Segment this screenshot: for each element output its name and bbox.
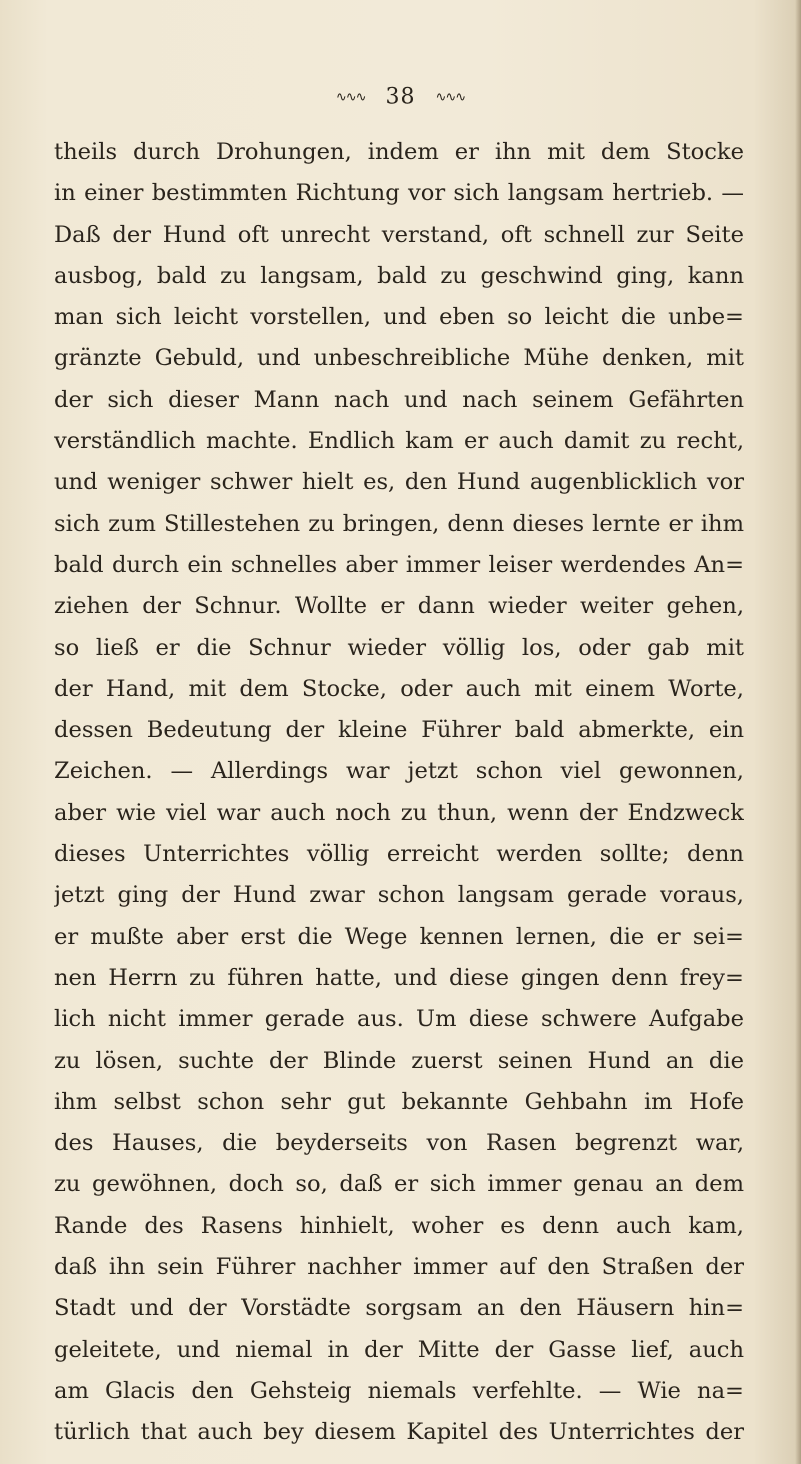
text-line: Rande des Rasens hinhielt, woher es denn auch kam, — [54, 1212, 744, 1239]
text-line: verständlich machte. Endlich kam er auch damit zu recht, — [54, 428, 744, 455]
text-line: so ließ er die Schnur wieder völlig los, oder gab mit — [54, 634, 744, 661]
page-number: 38 — [385, 84, 416, 110]
text-line: zu lösen, suchte der Blinde zuerst seinen Hund an die — [54, 1047, 744, 1074]
text-line: gränzte Gebuld, und unbeschreibliche Mühe denken, mit — [54, 345, 744, 372]
body-text — [54, 132, 744, 1454]
text-line: dieses Unterrichtes völlig erreicht werden sollte; denn — [54, 841, 744, 868]
text-line: theils durch Drohungen, indem er ihn mit dem Stocke — [54, 139, 744, 165]
text-line: ausbog, bald zu langsam, bald zu geschwind ging, kann — [54, 262, 744, 289]
text-line: Daß der Hund oft unrecht verstand, oft schnell zur Seite — [54, 221, 744, 248]
text-line: ziehen der Schnur. Wollte er dann wieder weiter gehen, — [54, 593, 744, 620]
text-line: der sich dieser Mann nach und nach seinem Gefährten — [54, 386, 744, 413]
text-line: er mußte aber erst die Wege kennen lernen, die er sei= — [54, 923, 744, 950]
text-line: sich zum Stillestehen zu bringen, denn dieses lernte er ihm — [54, 510, 744, 537]
text-line: zu gewöhnen, doch so, daß er sich immer genau an dem — [54, 1171, 744, 1198]
text-line: nen Herrn zu führen hatte, und diese gingen denn frey= — [54, 964, 744, 991]
text-line: aber wie viel war auch noch zu thun, wenn der Endzweck — [54, 799, 744, 826]
text-line: jetzt ging der Hund zwar schon langsam gerade voraus, — [54, 882, 744, 909]
page-edge-shadow — [795, 0, 801, 1464]
text-line: Zeichen. — Allerdings war jetzt schon viel gewonnen, — [54, 758, 744, 785]
text-line: lich nicht immer gerade aus. Um diese schwere Aufgabe — [54, 1006, 744, 1033]
text-line: ihm selbst schon sehr gut bekannte Gehbahn im Hofe — [54, 1088, 744, 1115]
text-line: man sich leicht vorstellen, und eben so leicht die unbe= — [54, 304, 744, 331]
text-line: und weniger schwer hielt es, den Hund augenblicklich vor — [54, 469, 744, 496]
ornament-right: ∿∿∿ — [435, 89, 466, 105]
text-line: türlich that auch bey diesem Kapitel des Unterrichtes der — [54, 1419, 744, 1446]
text-line: bald durch ein schnelles aber immer leiser werdendes An= — [54, 551, 744, 578]
page-header — [0, 84, 801, 110]
text-line: Stadt und der Vorstädte sorgsam an den Häusern hin= — [54, 1295, 744, 1322]
ornament-left: ∿∿∿ — [335, 89, 366, 105]
text-line: des Hauses, die beyderseits von Rasen begrenzt war, — [54, 1130, 744, 1157]
text-line: in einer bestimmten Richtung vor sich langsam hertrieb. — — [54, 180, 744, 207]
text-line: geleitete, und niemal in der Mitte der Gasse lief, auch — [54, 1336, 744, 1363]
text-line: dessen Bedeutung der kleine Führer bald abmerkte, ein — [54, 717, 744, 744]
text-line: am Glacis den Gehsteig niemals verfehlte. — Wie na= — [54, 1377, 744, 1404]
text-line: der Hand, mit dem Stocke, oder auch mit einem Worte, — [54, 675, 744, 702]
text-line: daß ihn sein Führer nachher immer auf den Straßen der — [54, 1254, 744, 1281]
